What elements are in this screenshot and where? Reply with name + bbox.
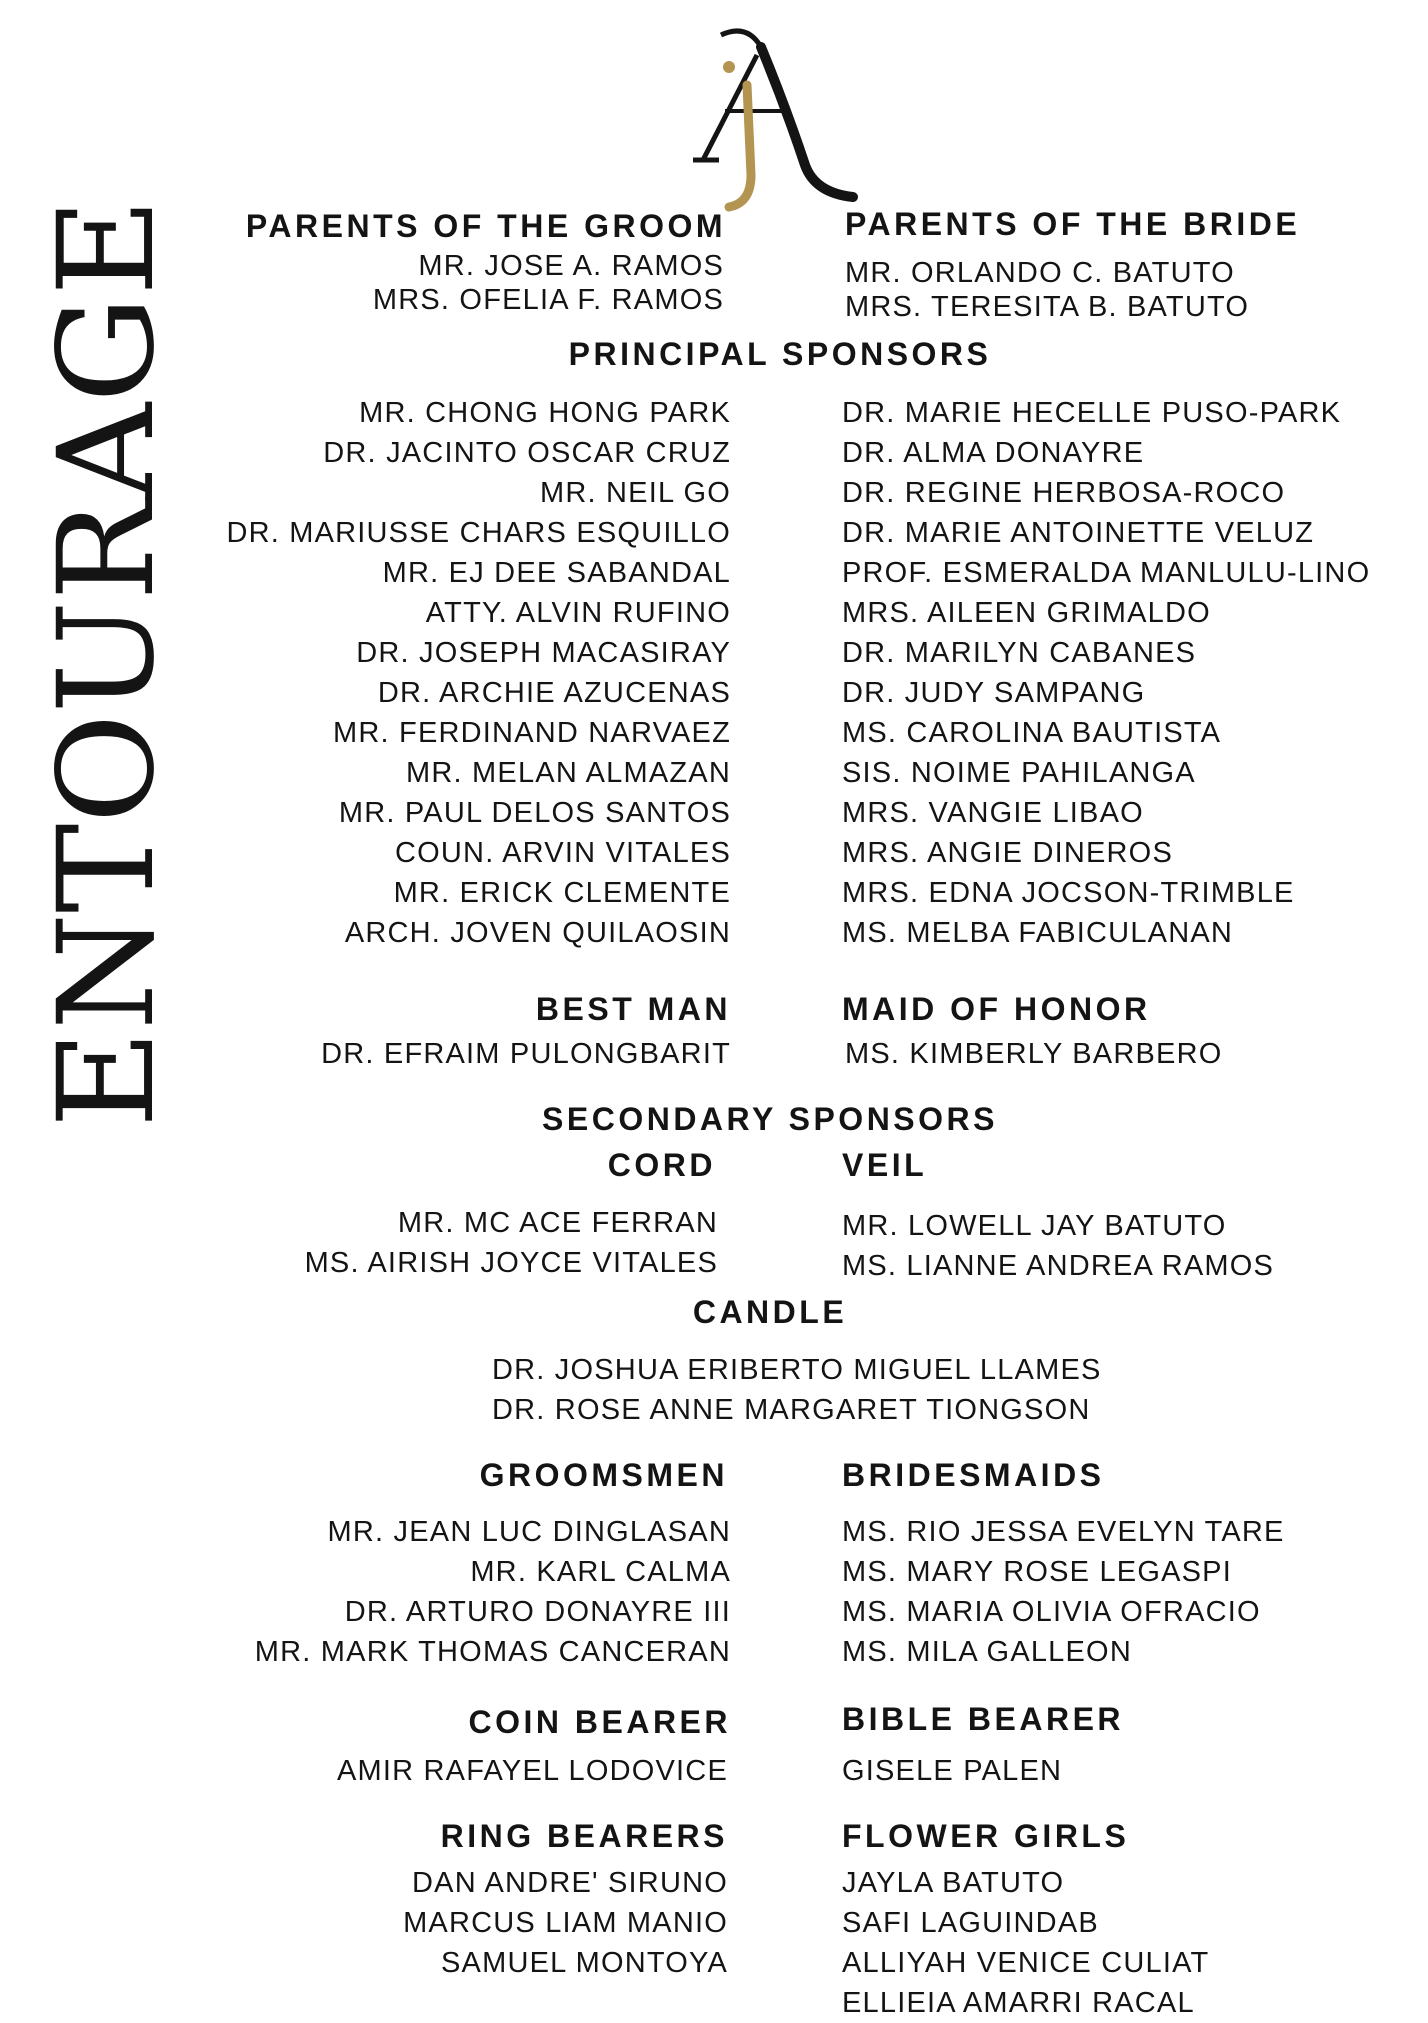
side-title-text: ENTOURAGE xyxy=(30,212,184,1128)
bridesmaids-heading: BRIDESMAIDS xyxy=(842,1457,1105,1493)
list-item: MR. FERDINAND NARVAEZ xyxy=(333,717,731,749)
list-item: MS. MARY ROSE LEGASPI xyxy=(842,1556,1232,1588)
list-item: MARCUS LIAM MANIO xyxy=(403,1907,728,1939)
ring-bearers-heading: RING BEARERS xyxy=(440,1818,728,1854)
principal-sponsors-heading: PRINCIPAL SPONSORS xyxy=(568,336,992,372)
side-title xyxy=(30,198,184,1138)
list-item: MRS. ANGIE DINEROS xyxy=(842,837,1173,869)
list-item: DR. MARILYN CABANES xyxy=(842,637,1197,669)
flower-girls-heading: FLOWER GIRLS xyxy=(842,1818,1130,1854)
cord-heading: CORD xyxy=(607,1147,716,1183)
list-item: AMIR RAFAYEL LODOVICE xyxy=(336,1755,728,1787)
list-item: MS. KIMBERLY BARBERO xyxy=(845,1038,1223,1070)
list-item: SAMUEL MONTOYA xyxy=(441,1947,728,1979)
candle-list xyxy=(492,1350,1102,1430)
principal-sponsors-left-list xyxy=(226,393,731,953)
cord-list xyxy=(305,1203,718,1283)
list-item: DR. JOSHUA ERIBERTO MIGUEL LLAMES xyxy=(492,1354,1102,1386)
list-item: ALLIYAH VENICE CULIAT xyxy=(842,1947,1210,1979)
list-item: MRS. OFELIA F. RAMOS xyxy=(372,284,724,316)
list-item: MR. KARL CALMA xyxy=(470,1556,731,1588)
list-item: MR. MELAN ALMAZAN xyxy=(406,757,731,789)
list-item: SAFI LAGUINDAB xyxy=(842,1907,1099,1939)
groomsmen-heading: GROOMSMEN xyxy=(479,1457,728,1493)
list-item: DR. ALMA DONAYRE xyxy=(842,437,1145,469)
parents-groom-list xyxy=(373,249,724,317)
list-item: DR. REGINE HERBOSA-ROCO xyxy=(842,477,1286,509)
list-item: MRS. TERESITA B. BATUTO xyxy=(845,291,1250,323)
coin-bearer-heading: COIN BEARER xyxy=(468,1704,731,1740)
list-item: ARCH. JOVEN QUILAOSIN xyxy=(344,917,731,949)
list-item: JAYLA BATUTO xyxy=(842,1867,1065,1899)
list-item: MS. RIO JESSA EVELYN TARE xyxy=(842,1516,1285,1548)
list-item: MR. MC ACE FERRAN xyxy=(397,1207,718,1239)
list-item: DR. JOSEPH MACASIRAY xyxy=(356,637,731,669)
groomsmen-list xyxy=(255,1512,731,1672)
monogram-a-top-curl xyxy=(721,31,761,47)
monogram-graphic xyxy=(685,25,865,215)
flower-girls-list xyxy=(842,1863,1209,2023)
veil-list xyxy=(842,1206,1274,1286)
monogram-a-right-stroke xyxy=(761,47,853,197)
list-item: COUN. ARVIN VITALES xyxy=(395,837,731,869)
list-item: GISELE PALEN xyxy=(842,1755,1063,1787)
list-item: MR. PAUL DELOS SANTOS xyxy=(338,797,731,829)
list-item: DR. ARCHIE AZUCENAS xyxy=(377,677,731,709)
side-title-graphic xyxy=(30,198,184,1138)
list-item: MS. MARIA OLIVIA OFRACIO xyxy=(842,1596,1261,1628)
veil-heading: VEIL xyxy=(842,1147,928,1183)
list-item: MR. JOSE A. RAMOS xyxy=(418,250,724,282)
list-item: MS. MILA GALLEON xyxy=(842,1636,1132,1668)
list-item: MR. LOWELL JAY BATUTO xyxy=(842,1210,1227,1242)
list-item: MR. ERICK CLEMENTE xyxy=(393,877,731,909)
monogram-j-dot xyxy=(723,61,735,73)
list-item: DR. EFRAIM PULONGBARIT xyxy=(321,1038,731,1070)
bible-bearer-heading: BIBLE BEARER xyxy=(842,1701,1125,1737)
monogram-logo xyxy=(685,25,865,215)
list-item: MR. CHONG HONG PARK xyxy=(359,397,731,429)
maid-of-honor-list xyxy=(845,1034,1222,1074)
list-item: SIS. NOIME PAHILANGA xyxy=(842,757,1196,789)
principal-sponsors-right-list xyxy=(842,393,1370,953)
list-item: MS. MELBA FABICULANAN xyxy=(842,917,1234,949)
list-item: DR. MARIE HECELLE PUSO-PARK xyxy=(842,397,1342,429)
list-item: DR. JACINTO OSCAR CRUZ xyxy=(323,437,731,469)
list-item: DR. MARIE ANTOINETTE VELUZ xyxy=(842,517,1315,549)
candle-heading: CANDLE xyxy=(692,1294,848,1330)
list-item: MS. CAROLINA BAUTISTA xyxy=(842,717,1222,749)
list-item: MRS. VANGIE LIBAO xyxy=(842,797,1144,829)
best-man-heading: BEST MAN xyxy=(535,991,731,1027)
best-man-list xyxy=(321,1034,731,1074)
bridesmaids-list xyxy=(842,1512,1285,1672)
list-item: DR. MARIUSSE CHARS ESQUILLO xyxy=(226,517,731,549)
list-item: MR. MARK THOMAS CANCERAN xyxy=(254,1636,731,1668)
parents-bride-heading: PARENTS OF THE BRIDE xyxy=(845,206,1301,242)
list-item: MS. AIRISH JOYCE VITALES xyxy=(304,1247,718,1279)
coin-bearer-list xyxy=(337,1751,728,1791)
parents-groom-heading: PARENTS OF THE GROOM xyxy=(245,208,726,244)
list-item: MRS. EDNA JOCSON-TRIMBLE xyxy=(842,877,1295,909)
list-item: ELLIEIA AMARRI RACAL xyxy=(842,1987,1195,2019)
list-item: MR. JEAN LUC DINGLASAN xyxy=(327,1516,731,1548)
list-item: DAN ANDRE' SIRUNO xyxy=(412,1867,728,1899)
list-item: MS. LIANNE ANDREA RAMOS xyxy=(842,1250,1275,1282)
list-item: DR. ARTURO DONAYRE III xyxy=(344,1596,731,1628)
list-item: DR. JUDY SAMPANG xyxy=(842,677,1146,709)
ring-bearers-list xyxy=(403,1863,728,1983)
bible-bearer-list xyxy=(842,1751,1062,1791)
maid-of-honor-heading: MAID OF HONOR xyxy=(842,991,1151,1027)
parents-bride-list xyxy=(845,256,1249,324)
list-item: MR. EJ DEE SABANDAL xyxy=(382,557,731,589)
list-item: ATTY. ALVIN RUFINO xyxy=(425,597,731,629)
list-item: PROF. ESMERALDA MANLULU-LINO xyxy=(842,557,1371,589)
secondary-sponsors-heading: SECONDARY SPONSORS xyxy=(542,1101,998,1137)
list-item: MR. NEIL GO xyxy=(540,477,731,509)
list-item: MRS. AILEEN GRIMALDO xyxy=(842,597,1211,629)
list-item: DR. ROSE ANNE MARGARET TIONGSON xyxy=(492,1394,1091,1426)
list-item: MR. ORLANDO C. BATUTO xyxy=(845,257,1235,289)
